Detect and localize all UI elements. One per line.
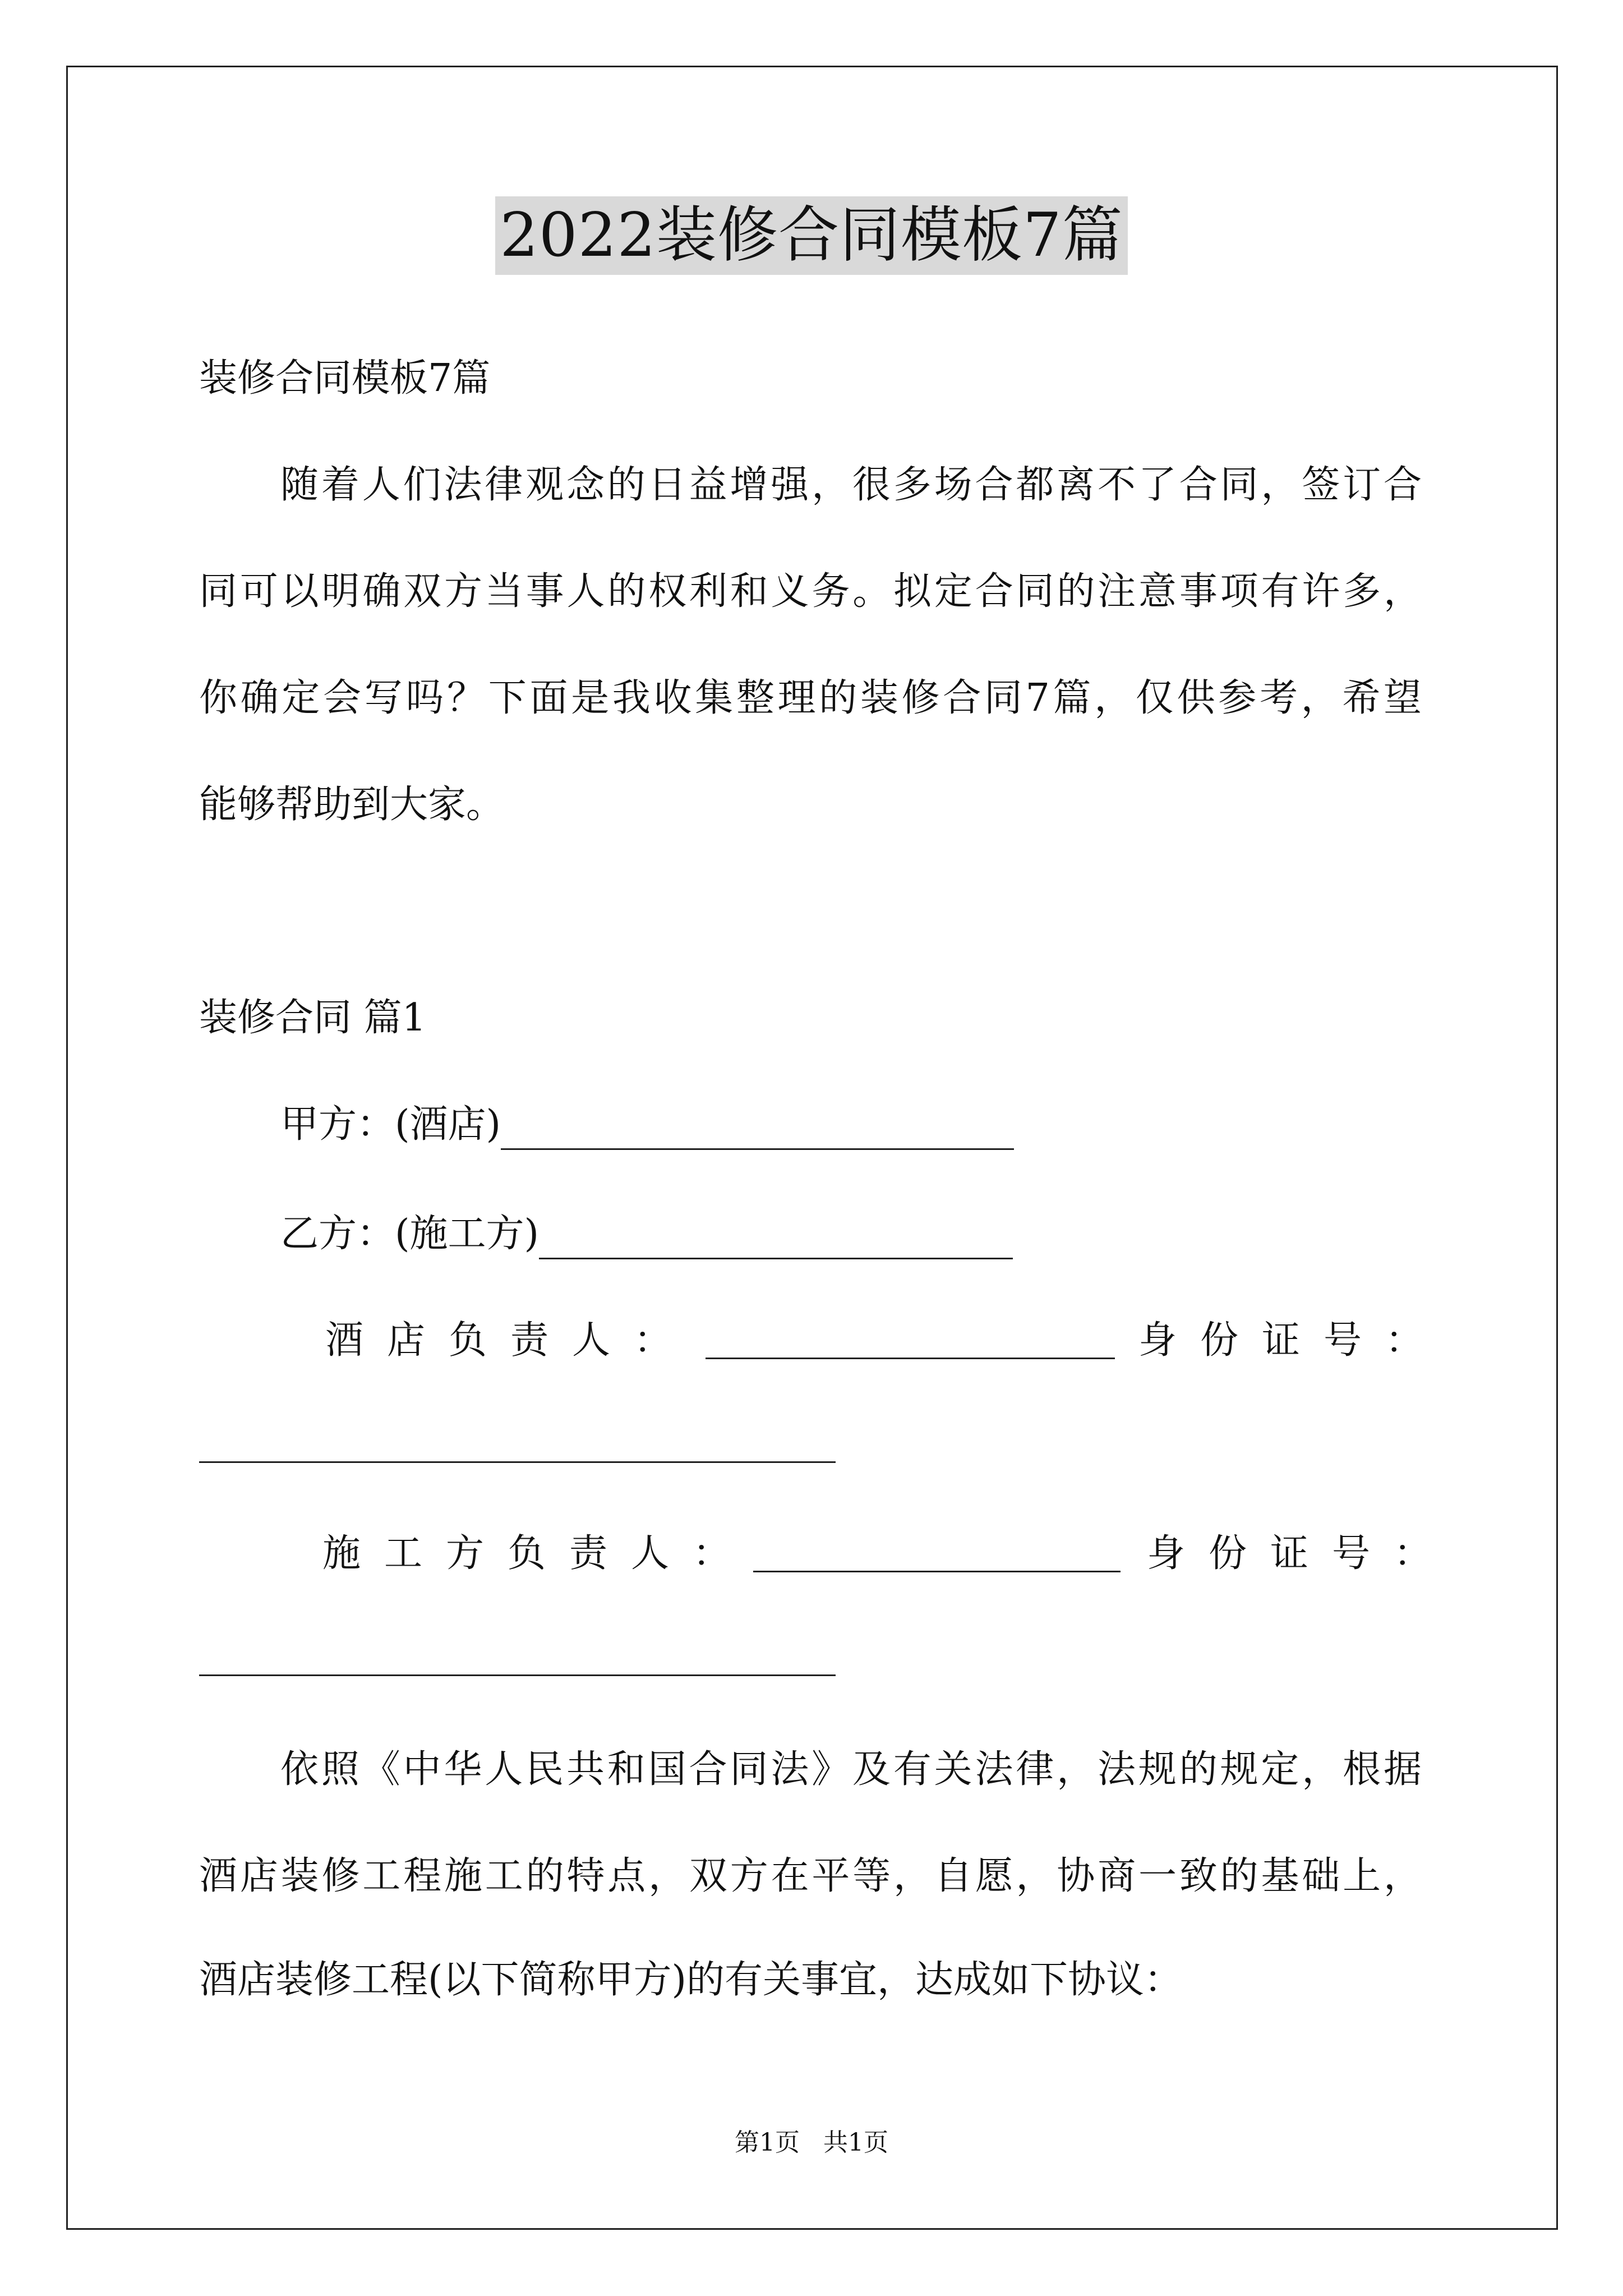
id-number-blank-1[interactable] <box>199 1461 836 1463</box>
document-title: 2022装修合同模板7篇 <box>495 196 1128 275</box>
party-a-line <box>280 1099 1014 1150</box>
contractor-rep-blank[interactable] <box>753 1571 1121 1572</box>
party-b-blank[interactable] <box>539 1221 1013 1259</box>
id-number-blank-2[interactable] <box>199 1674 836 1676</box>
body-line-3: 酒店装修工程(以下简称甲方)的有关事宜，达成如下协议： <box>199 1958 1183 2002</box>
page-total: 共1页 <box>823 2128 888 2157</box>
intro-line-3: 你确定会写吗？下面是我收集整理的装修合同7篇，仅供参考，希望 <box>199 676 1422 720</box>
party-b-label: 乙方：(施工方) <box>280 1212 540 1256</box>
page-number: 第1页 <box>735 2128 800 2157</box>
section-heading: 装修合同 篇1 <box>199 996 426 1040</box>
id-label-2: 身份证号： <box>1147 1531 1456 1576</box>
party-a-label: 甲方：(酒店) <box>280 1102 501 1147</box>
party-a-blank[interactable] <box>501 1111 1014 1150</box>
intro-line-1: 随着人们法律观念的日益增强，很多场合都离不了合同，签订合 <box>280 463 1422 507</box>
id-label-1: 身份证号： <box>1138 1318 1447 1363</box>
hotel-rep-label: 酒店负责人： <box>325 1318 696 1363</box>
hotel-rep-blank[interactable] <box>706 1358 1115 1359</box>
body-line-2: 酒店装修工程施工的特点，双方在平等，自愿，协商一致的基础上， <box>199 1854 1422 1898</box>
party-b-line <box>280 1209 1013 1259</box>
title-wrap <box>0 196 1623 275</box>
intro-line-2: 同可以明确双方当事人的权利和义务。拟定合同的注意事项有许多， <box>199 569 1422 614</box>
document-subtitle: 装修合同模板7篇 <box>199 356 491 401</box>
page-footer <box>0 2126 1623 2160</box>
intro-line-4: 能够帮助到大家。 <box>199 783 505 827</box>
contractor-rep-label: 施工方负责人： <box>322 1531 755 1576</box>
body-line-1: 依照《中华人民共和国合同法》及有关法律，法规的规定，根据 <box>280 1747 1422 1792</box>
